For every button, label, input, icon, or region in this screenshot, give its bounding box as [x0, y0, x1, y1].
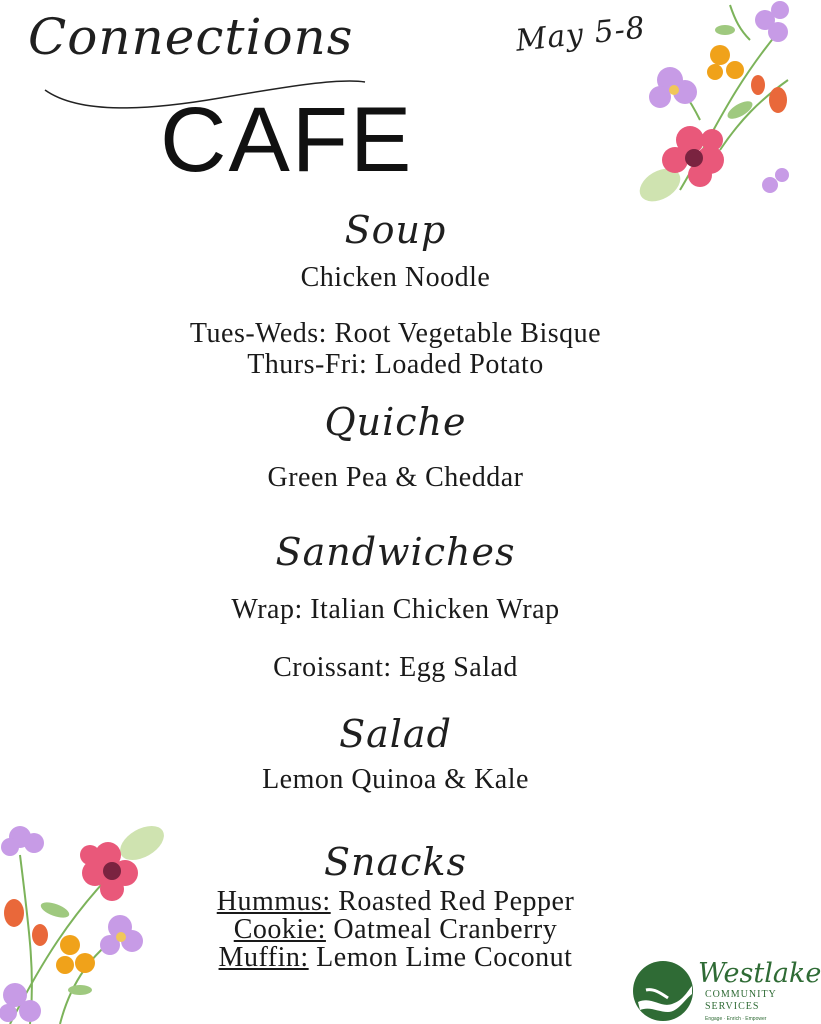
snack-value-hummus: Roasted Red Pepper	[330, 886, 575, 917]
connections-script-title: Connections	[28, 8, 354, 66]
section-title-quiche: Quiche	[324, 400, 467, 444]
menu-item-soup-2: Tues-Weds: Root Vegetable Bisque	[189, 318, 602, 349]
section-title-soup: Soup	[344, 208, 447, 252]
logo-wordmark: Westlake	[698, 958, 821, 989]
date-range: May 5-8	[514, 10, 648, 59]
wildflower-bouquet-icon	[0, 815, 170, 1024]
snack-value-cookie: Oatmeal Cranberry	[325, 914, 558, 945]
logo-tagline: Engage · Enrich · Empower	[705, 1016, 767, 1022]
snack-label-hummus: Hummus:	[216, 886, 331, 917]
westlake-road-logo-icon	[632, 960, 696, 1022]
menu-item-soup-3: Thurs-Fri: Loaded Potato	[247, 349, 544, 380]
section-title-salad: Salad	[339, 712, 452, 756]
menu-item-salad-1: Lemon Quinoa & Kale	[262, 764, 529, 795]
logo-line-community: COMMUNITY	[705, 989, 777, 1000]
section-title-snacks: Snacks	[324, 840, 467, 884]
cafe-title: CAFE	[160, 89, 414, 191]
menu-item-sandwich-1: Wrap: Italian Chicken Wrap	[231, 594, 560, 625]
menu-item-sandwich-2: Croissant: Egg Salad	[273, 652, 518, 683]
snack-label-cookie: Cookie:	[233, 914, 326, 945]
snack-value-muffin: Lemon Lime Coconut	[308, 942, 573, 973]
section-title-sandwiches: Sandwiches	[275, 530, 516, 574]
wildflower-bouquet-icon	[630, 0, 791, 210]
logo-line-services: SERVICES	[705, 1001, 760, 1012]
menu-item-soup-1: Chicken Noodle	[300, 262, 491, 293]
snack-label-muffin: Muffin:	[218, 942, 309, 973]
westlake-logo	[632, 958, 821, 1024]
menu-item-quiche-1: Green Pea & Cheddar	[267, 462, 524, 493]
